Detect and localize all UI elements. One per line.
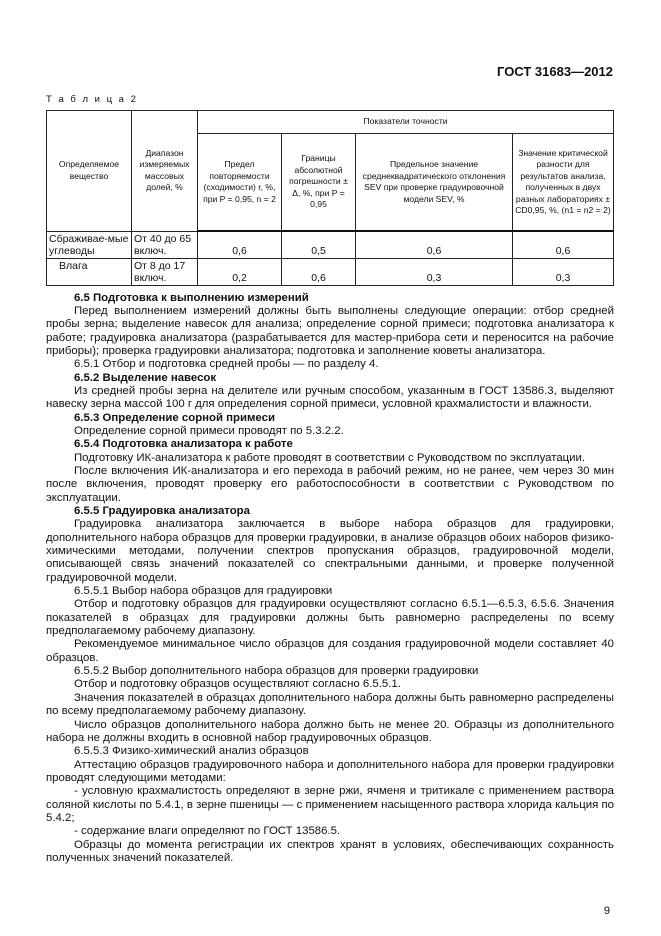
paragraph: Определение сорной примеси проводят по 5.3.2.2. (74, 424, 344, 437)
paragraph: 6.5.1 Отбор и подготовка средней пробы — по разделу 4. (74, 358, 379, 371)
accuracy-table (46, 110, 614, 286)
cell-r: 0,6 (198, 231, 282, 258)
section-heading: 6.5.3 Определение сорной примеси (74, 411, 275, 424)
cell-cd: 0,6 (513, 231, 614, 258)
document-body (46, 292, 614, 866)
list-item: - содержание влаги определяют по ГОСТ 13586.5. (74, 825, 341, 838)
list-item: - условную крахмалистость определяют в зерне ржи, ячменя и тритикале с применением раствора соляной кислоты по 5.4.1, в зерне пшеницы — с применением насыщенного раствора хлорида кальция по 5.4.2; (46, 785, 614, 824)
cell-cd: 0,3 (513, 258, 614, 285)
header-sev: Предельное значение среднеквадратического отклонения SEV при проверке градуировочной модели SEV, % (356, 134, 513, 232)
table-caption: Т а б л и ц а 2 (46, 94, 138, 105)
paragraph: Подготовку ИК-анализатора к работе проводят в соответствии с Руководством по эксплуатации. (74, 451, 586, 464)
paragraph: Аттестацию образцов градуировочного набора и дополнительного набора для проверки градуировки проводят следующими методами: (46, 758, 614, 784)
paragraph: Образцы до момента регистрации их спектров хранят в условиях, обеспечивающих сохранность полученных значений показателей. (46, 838, 614, 864)
paragraph: Градуировка анализатора заключается в выборе набора образцов для градуировки, дополнительного набора образцов для проверки градуировки, в анализе образцов обоих наборов физико-химическими методами, получении спектров пропускания образцов, градуировочной модели, описывающей связь значений показателей со спектральными данными, и проверке полученной градуировочной модели. (46, 518, 614, 584)
cell-delta: 0,6 (282, 258, 356, 285)
section-heading: 6.5 Подготовка к выполнению измерений (74, 291, 309, 304)
page-content (46, 94, 614, 917)
paragraph: Число образцов дополнительного набора должно быть не менее 20. Образцы из дополнительного набора не должны входить в основной набор градуировочных образцов. (46, 718, 614, 744)
cell-sev: 0,3 (356, 258, 513, 285)
header-cd-text: Значение критической разности для результатов анализа, полученных в двух разных лабораториях ± CD0,95, %, (n1 = n2 = 2) (515, 147, 611, 215)
paragraph: Отбор и подготовку образцов осуществляют согласно 6.5.5.1. (74, 678, 401, 691)
cell-substance: Сбраживае-мые углеводы (47, 231, 132, 258)
section-heading: 6.5.2 Выделение навесок (74, 371, 217, 384)
paragraph: Из средней пробы зерна на делителе или ручным способом, указанным в ГОСТ 13586.3, выделяют навеску зерна массой 100 г для определения сорной примеси, условной крахмалистости и влажности. (46, 384, 614, 411)
header-substance: Определяемое вещество (47, 111, 132, 232)
cell-delta: 0,5 (282, 231, 356, 258)
paragraph: Перед выполнением измерений должны быть выполнены следующие операции: отбор средней пробы зерна; выделение навесок для анализа; определение сорной примеси; подготовка анализатора к работе; градуировка анализатора (разрабатывается для мастер-прибора сети и переносится на рабочие приборы); проверка градуировки анализатора; подготовка и заполнение кюветы анализатора. (46, 304, 614, 357)
cell-range: От 40 до 65 включ. (132, 231, 198, 258)
cell-substance: Влага (47, 258, 132, 285)
paragraph: Рекомендуемое минимальное число образцов для создания градуировочной модели составляет 40 образцов. (46, 638, 614, 664)
subsection-heading: 6.5.5.3 Физико-химический анализ образцов (74, 745, 309, 758)
cell-range: От 8 до 17 включ. (132, 258, 198, 285)
header-critical-difference (513, 134, 614, 232)
table-row (47, 231, 614, 258)
cell-r: 0,2 (198, 258, 282, 285)
subsection-heading: 6.5.5.1 Выбор набора образцов для градуировки (74, 585, 333, 598)
cell-sev: 0,6 (356, 231, 513, 258)
header-accuracy-group: Показатели точности (198, 111, 614, 134)
section-heading: 6.5.4 Подготовка анализатора к работе (74, 438, 293, 451)
paragraph: Отбор и подготовку образцов для градуировки осуществляют согласно 6.5.1—6.5.3, 6.5.6. Значения показателей в образцах для градуировки должны быть равномерно распределены по всему предполагаемому рабочему диапазону. (46, 598, 614, 638)
header-range: Диапазон измеряемых массовых долей, % (132, 111, 198, 232)
header-repeatability: Предел повторяемости (сходимости) r, %, при P = 0,95, n = 2 (198, 134, 282, 232)
paragraph: После включения ИК-анализатора и его перехода в рабочий режим, но не ранее, чем через 30 мин после включения, проводят проверку его работоспособности в соответствии с Руководством по эксплуатации. (46, 464, 614, 504)
table-row (47, 258, 614, 285)
page-number: 9 (603, 905, 610, 918)
subsection-heading: 6.5.5.2 Выбор дополнительного набора образцов для проверки градуировки (74, 665, 479, 678)
document-header: ГОСТ 31683—2012 (497, 64, 613, 79)
paragraph: Значения показателей в образцах дополнительного набора должны быть равномерно распределены по всему предполагаемому рабочему диапазону. (46, 691, 614, 718)
section-heading: 6.5.5 Градуировка анализатора (74, 505, 250, 517)
header-error-bounds: Границы абсолютной погрешности ± Δ, %, при P = 0,95 (282, 134, 356, 232)
